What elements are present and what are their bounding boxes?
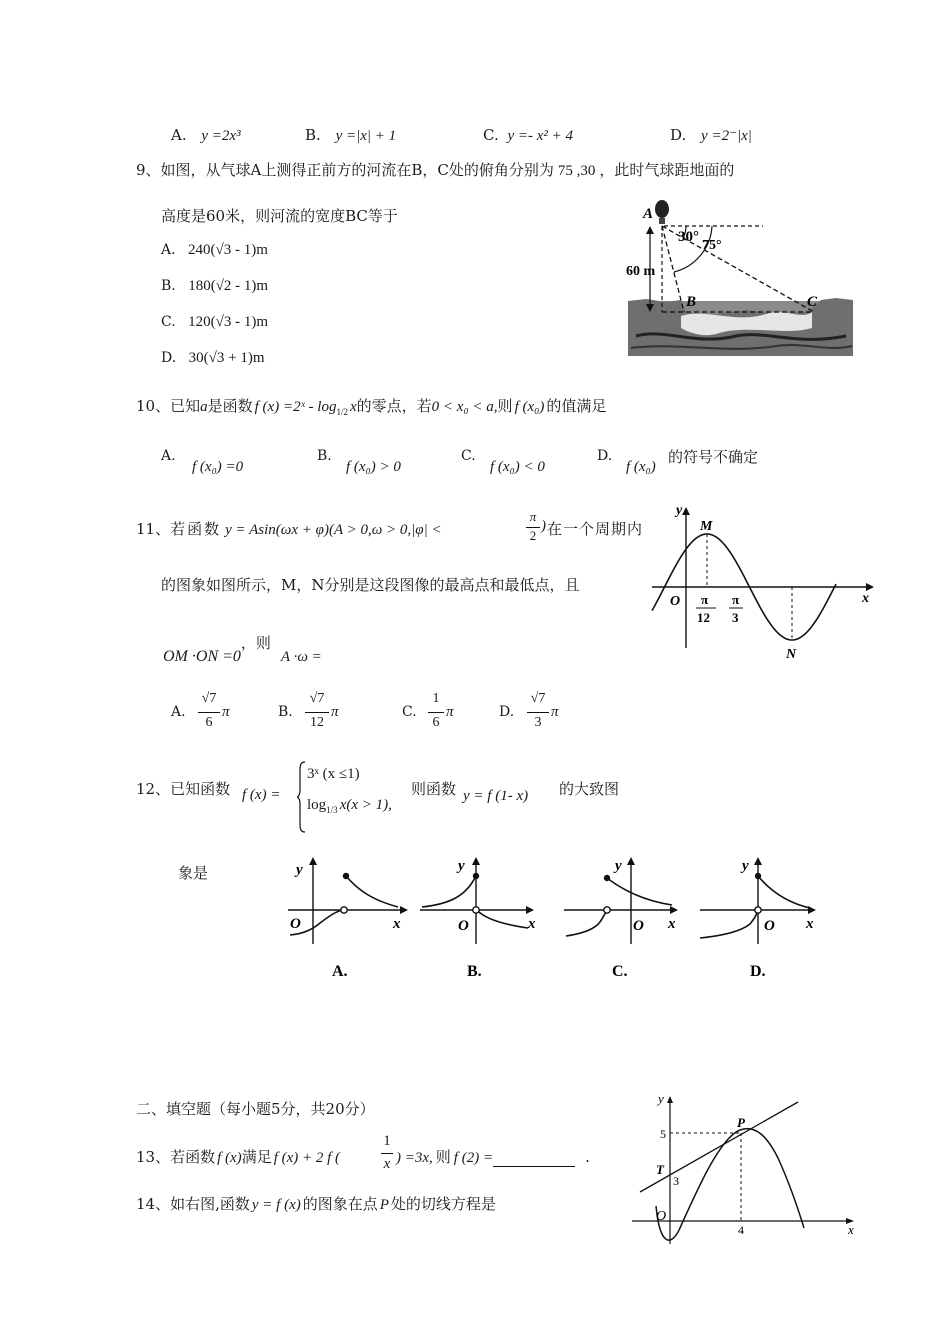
q8-option-a [171,126,241,145]
label-o: O [458,918,469,934]
q11-option-b: B. [278,704,293,720]
stem-text: 则 [435,1148,451,1166]
function-expr: y = f (x) [251,1197,301,1213]
q13-stem [136,1146,340,1167]
label-a: A [643,206,654,222]
q11-func-end: ) [541,518,546,534]
section-2-title: 二、填空题（每小题5分，共20分） [136,1100,375,1118]
y-axis-arrow-icon [627,857,635,865]
option-label: B. [161,278,176,294]
stem-text: 如右图,函数 [170,1195,250,1213]
q10-option-c-text: f (x₀) < 0 [490,459,545,475]
y-axis-arrow-icon [682,507,690,515]
q11-option-a: A. [171,704,186,720]
stem-text: 已知 [170,397,201,415]
q11-sine-figure [648,498,878,663]
q11-option-a-num: √7 [201,691,217,706]
graph-curve [422,876,476,907]
q13-stem-end [396,1146,590,1167]
equation-part: ) =3x, [396,1150,433,1166]
condition: 0 < x₀ < a, [431,399,498,415]
q10-stem [136,395,606,417]
graph-label: B. [467,963,482,980]
stem-text: 处的切线方程是 [390,1195,496,1213]
stem-text: 满足 [241,1148,272,1166]
q11-line3 [163,632,322,665]
q10-option-b-text: f (x₀) > 0 [346,459,401,475]
f-x0: f (x₀) [514,399,545,415]
ask-expr: A ·ω = [280,649,322,665]
question-number: 11、 [136,520,171,538]
label-y: y [742,858,749,874]
option-label: D. [670,126,687,144]
graph-a [288,857,408,980]
tangent-line [640,1102,798,1192]
label-o: O [290,916,301,932]
question-number: 12、 [136,780,171,798]
graph-label: D. [750,963,766,980]
stem-text: 已知函数 [170,780,231,798]
q9-option-d [161,350,265,367]
q9-stem-line2: 高度是60米，则河流的宽度BC等于 [161,207,398,225]
q14-tangent-figure [628,1088,863,1248]
q9-option-c [161,314,268,331]
closed-point [343,873,349,879]
graph-label: C. [612,963,628,980]
x-axis-arrow-icon [866,583,874,591]
q10-option-d-text: f (x₀) [626,459,656,475]
question-number: 10、 [136,397,171,415]
label-x: x [848,1222,854,1237]
answer-blank[interactable] [493,1152,575,1167]
graph-curve [477,910,528,928]
label-y: y [676,503,683,518]
q11-option-c: C. [402,704,417,720]
dot-product-condition: OM ·ON =0 [163,648,241,665]
q10-option-a-text: f (x₀) =0 [192,459,244,475]
stem-text: ，此时气球距地面的 [599,161,735,179]
case2-end: x(x > 1), [339,797,392,813]
open-point [755,907,761,913]
q12-brace-icon [296,760,306,834]
label-x: x [528,916,536,932]
function-expr: y = Asin(ωx + φ)(A > 0,ω > 0,|φ| < [225,522,442,538]
open-point [604,907,610,913]
label-m: M [700,519,713,534]
period: . [585,1148,590,1166]
label-5: 5 [660,1127,666,1141]
label-height: 60 m [626,264,656,279]
q11-option-d-bar [527,712,549,713]
graph-curve [346,876,398,907]
graph-label: A. [332,963,348,980]
q11-stem-tail: 在一个周期内 [547,520,644,538]
q12-stem-mid: 则函数 [411,780,457,798]
f-x: f (x) [217,1150,242,1166]
closed-point [755,873,761,879]
label-4: 4 [738,1223,744,1237]
question-number: 14、 [136,1195,171,1213]
label-b: B [686,294,697,310]
option-text: 120(√3 - 1)m [188,314,269,330]
graph-curve [700,910,758,938]
closed-point [604,875,610,881]
label-p: P [737,1115,745,1130]
x-axis-arrow-icon [400,906,408,914]
question-number: 9、 [136,161,161,179]
math-a: a [200,399,208,415]
graph-curve [758,876,810,908]
option-text: y =2⁻|x| [701,128,752,144]
label-x: x [393,916,401,932]
log-base: 1/3 [326,805,338,815]
option-text: y =- x² + 4 [507,128,574,144]
q13-frac-den: x [383,1156,391,1172]
q13-frac-num: 1 [383,1133,391,1149]
x-axis-arrow-icon [526,906,534,914]
graph-d [700,857,816,980]
label-y: y [296,862,303,878]
label-o: O [656,1209,667,1224]
q14-stem [136,1193,496,1214]
y-axis-arrow-icon [309,857,317,865]
q9-option-b [161,278,268,295]
stem-text: 的零点，若 [356,397,432,415]
label-3: 3 [673,1174,679,1188]
q11-option-b-den: 12 [310,715,324,730]
q11-option-a-bar [198,712,220,713]
q13-frac-bar [381,1153,393,1154]
option-text: 240(√3 - 1)m [188,242,268,258]
label-y: y [458,858,465,874]
y-axis-arrow-icon [667,1096,673,1103]
balloon-basket [659,218,665,224]
y-axis-arrow-icon [754,857,762,865]
stem-text: ，则 [240,634,271,652]
equation-part: f (x) + 2 f ( [273,1150,341,1166]
function-expr: f (x) =2ˣ - log [254,399,337,415]
y-axis-arrow-icon [472,857,480,865]
q9-stem-line1 [136,159,734,180]
arrow-up-icon [646,226,654,234]
balloon-icon [655,200,669,218]
option-label: A. [161,242,176,258]
q11-option-d-tail: π [551,704,559,720]
log-base: 1/2 [336,407,348,417]
open-point [473,907,479,913]
stem-text: 如图，从气球A上测得正前方的河流在B，C处的俯角分别为 [160,161,554,179]
q8-option-b [305,126,396,145]
option-label: C. [483,126,499,144]
label-n: N [786,647,797,662]
q11-option-b-num: √7 [309,691,325,706]
q11-option-a-tail: π [222,704,230,720]
stem-text: 的图象在点 [302,1195,378,1213]
option-text: 30(√3 + 1)m [188,350,265,366]
option-text: y =|x| + 1 [335,128,397,144]
log-text: log [307,797,327,813]
graph-b [420,857,536,980]
tick1-den: 12 [697,610,710,625]
q10-option-d-suffix: 的符号不确定 [668,448,759,466]
q12-case2 [307,797,392,815]
q10-option-a [161,448,176,464]
q9-balloon-figure [626,196,856,361]
label-y: y [658,1091,664,1106]
label-angle-75: 75° [702,238,722,253]
q11-option-c-den: 6 [432,715,440,730]
label-x: x [806,916,814,932]
label-angle-30: 30° [678,229,699,245]
q12-fx: f (x) = [242,787,281,803]
x-axis-arrow-icon [670,906,678,914]
tick1-num: π [701,592,709,607]
option-label: B. [305,126,321,144]
q12-stem-tail: 象是 [178,864,209,882]
function-expr: x [349,399,357,415]
q11-option-c-tail: π [446,704,454,720]
q8-option-d [670,126,752,145]
q10-option-c [461,448,476,464]
angles: 75 ,30 [557,163,596,179]
q9-option-a [161,242,268,259]
option-label: D. [597,448,613,464]
label-y: y [615,858,622,874]
option-text: 180(√2 - 1)m [188,278,269,294]
q12-case1: 3ˣ (x ≤1) [307,766,360,782]
q11-option-b-tail: π [331,704,339,720]
q12-stem-end: 的大致图 [559,780,620,798]
q11-frac-num: π [529,509,537,524]
graph-c [564,857,678,980]
stem-text: 的值满足 [546,397,607,415]
graph-curve [566,910,607,936]
q11-option-c-num: 1 [432,691,440,706]
point-p: P [379,1197,389,1213]
q8-option-c [483,126,573,145]
q11-option-d-num: √7 [530,691,546,706]
label-o: O [670,594,681,609]
question-number: 13、 [136,1148,171,1166]
option-label: C. [161,314,176,330]
q11-option-d-den: 3 [534,715,542,730]
label-o: O [764,918,775,934]
tick2-den: 3 [732,610,739,625]
q11-option-a-den: 6 [205,715,213,730]
label-x: x [862,591,869,606]
q10-option-b [317,448,332,464]
ask-expr: f (2) = [453,1150,494,1166]
option-label: C. [461,448,476,464]
q11-option-d: D. [499,704,515,720]
q11-line2: 的图象如图所示，M，N分别是这段图像的最高点和最低点，且 [161,576,580,594]
option-label: B. [317,448,332,464]
label-t: T [656,1162,664,1177]
q11-frac-den: 2 [529,528,537,543]
option-text: y =2x³ [201,128,241,144]
stem-text: 若函数 [170,1148,216,1166]
option-label: A. [171,126,187,144]
q12-graph-options [280,852,820,982]
open-point [341,907,347,913]
label-o: O [633,918,644,934]
q11-option-c-bar [428,712,444,713]
option-label: D. [161,350,177,366]
q11-option-b-bar [305,712,329,713]
q12-func: y = f (1- x) [463,788,529,804]
label-x: x [668,916,676,932]
stem-text: 则 [497,397,513,415]
q11-stem [136,518,442,539]
q12-stem-start [136,778,230,799]
graph-curve [607,878,672,905]
label-c: C [807,294,818,310]
closed-point [473,873,479,879]
stem-text: 是函数 [207,397,253,415]
q10-option-d [597,448,612,464]
option-label: A. [161,448,176,464]
stem-text: 若函数 [170,520,222,538]
tick2-num: π [732,592,740,607]
